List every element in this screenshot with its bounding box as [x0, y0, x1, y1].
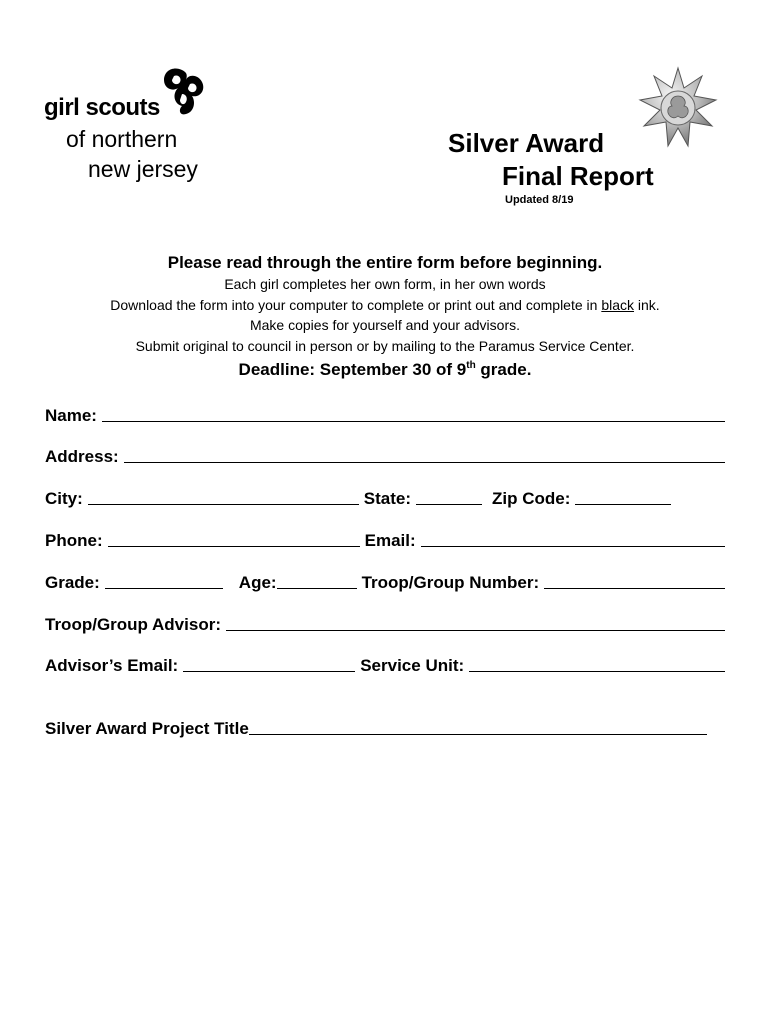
address-field[interactable] [124, 462, 725, 463]
updated-date: Updated 8/19 [505, 194, 574, 206]
phone-label: Phone: [45, 531, 103, 550]
girl-scouts-trefoil-icon [152, 64, 206, 116]
instructions-heading: Please read through the entire form before beginning. [167, 253, 603, 272]
instruction-black-ink: black [601, 296, 635, 313]
instruction-line-2-start: Download the form into your computer to complete or print out and complete in [110, 296, 602, 313]
name-label: Name: [45, 406, 97, 425]
project-title-label: Silver Award Project Title [45, 719, 249, 738]
troop-advisor-label: Troop/Group Advisor: [45, 615, 221, 634]
report-title-line2: Final Report [502, 161, 654, 191]
phone-row [45, 527, 725, 551]
instruction-line-2 [0, 295, 770, 316]
city-row [45, 485, 725, 509]
advisor-email-label: Advisor’s Email: [45, 656, 179, 675]
address-label: Address: [45, 447, 119, 466]
advisor-email-field[interactable] [183, 671, 355, 672]
instruction-line-1: Each girl completes her own form, in her own words [224, 276, 546, 292]
logo-text-new-jersey: new jersey [88, 156, 198, 182]
name-row [45, 402, 725, 426]
service-unit-label: Service Unit: [360, 656, 465, 675]
report-title-line1: Silver Award [448, 128, 605, 158]
project-title-row [45, 715, 707, 739]
address-row [45, 443, 725, 467]
zip-label: Zip Code: [492, 489, 571, 508]
logo-text-girl-scouts: girl scouts [44, 94, 160, 121]
deadline-text: Deadline: September 30 of 9 [238, 360, 467, 379]
service-unit-field[interactable] [469, 671, 725, 672]
grade-label: Grade: [45, 573, 100, 592]
state-field[interactable] [416, 504, 482, 505]
troop-advisor-row [45, 611, 725, 635]
troop-number-label: Troop/Group Number: [361, 573, 540, 592]
age-label: Age: [238, 573, 277, 592]
project-title-field[interactable] [249, 734, 707, 735]
city-field[interactable] [88, 504, 359, 505]
zip-field[interactable] [575, 504, 671, 505]
troop-number-field[interactable] [544, 588, 725, 589]
troop-advisor-field[interactable] [226, 630, 725, 631]
state-label: State: [363, 489, 412, 508]
grade-row [45, 569, 725, 593]
instruction-line-2-end: ink. [634, 296, 660, 313]
silver-award-pin-icon [636, 66, 720, 150]
instructions [0, 252, 770, 383]
age-field[interactable] [277, 588, 357, 589]
deadline-end: grade. [475, 360, 532, 379]
email-label: Email: [364, 531, 416, 550]
deadline-superscript: th [466, 360, 476, 371]
city-label: City: [45, 489, 83, 508]
grade-field[interactable] [105, 588, 223, 589]
logo-text-of-northern: of northern [66, 126, 178, 152]
email-field[interactable] [421, 546, 725, 547]
instruction-line-3: Make copies for yourself and your advisors. [249, 317, 520, 333]
instruction-line-4: Submit original to council in person or by mailing to the Paramus Service Center. [135, 337, 635, 354]
advisor-email-row [45, 652, 725, 676]
name-field[interactable] [102, 421, 725, 422]
deadline [0, 357, 770, 383]
council-logo [44, 64, 224, 194]
phone-field[interactable] [108, 546, 360, 547]
